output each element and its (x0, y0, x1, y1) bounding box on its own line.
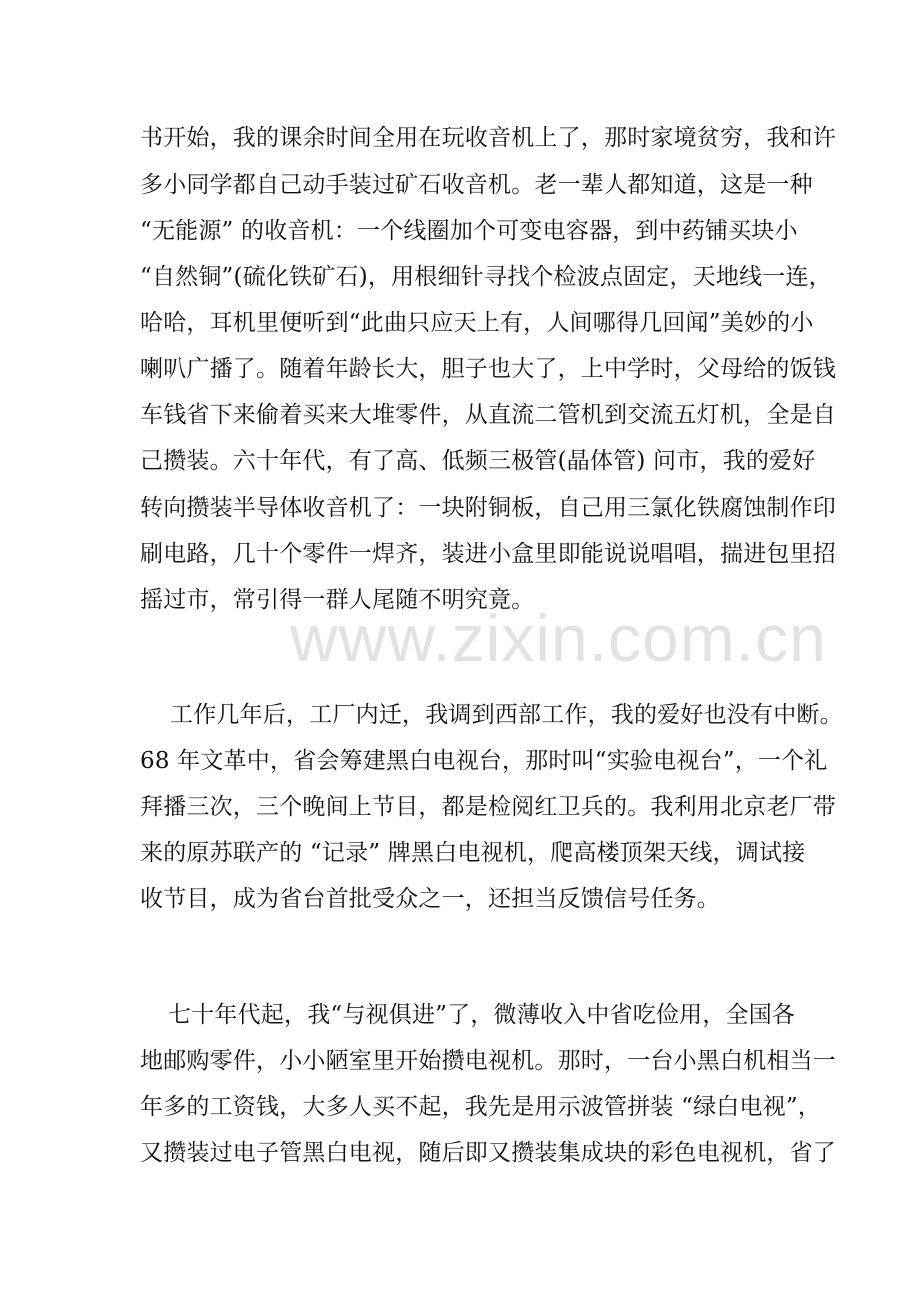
paragraph-3-line-2: 地邮购零件，小小陋室里开始攒电视机。那时，一台小黑白机相当一 (140, 1048, 836, 1074)
paragraph-1-line-7: 车钱省下来偷着买来大堆零件，从直流二管机到交流五灯机，全是自 (140, 402, 836, 428)
paragraph-3-line-4: 又攒装过电子管黑白电视，随后即又攒装集成块的彩色电视机，省了 (140, 1140, 836, 1166)
paragraph-1-line-1: 书开始，我的课余时间全用在玩收音机上了，那时家境贫穷，我和许 (140, 125, 836, 151)
paragraph-2-line-5: 收节目，成为省台首批受众之一，还担当反馈信号任务。 (140, 886, 720, 912)
watermark: www.zixin.com.cn (290, 601, 827, 675)
paragraph-1-line-11: 摇过市，常引得一群人尾随不明究竟。 (140, 587, 535, 613)
paragraph-1-line-8: 己攒装。六十年代，有了高、低频三极管(晶体管) 问市，我的爱好 (140, 448, 816, 474)
paragraph-2-line-3: 拜播三次，三个晚间上节目，都是检阅红卫兵的。我利用北京老厂带 (140, 794, 836, 820)
paragraph-1-line-3: “无能源” 的收音机：一个线圈加个可变电容器，到中药铺买块小 (140, 218, 798, 244)
paragraph-2-line-4: 来的原苏联产的 “记录” 牌黑白电视机，爬高楼顶架天线，调试接 (140, 840, 806, 866)
paragraph-3-line-1: 七十年代起，我“与视俱进”了，微薄收入中省吃俭用，全国各 (168, 1002, 796, 1028)
paragraph-2-line-2: 68 年文革中，省会筹建黑白电视台，那时叫“实验电视台”，一个礼 (140, 748, 828, 774)
paragraph-1-line-9: 转向攒装半导体收音机了：一块附铜板，自己用三氯化铁腐蚀制作印 (140, 495, 836, 521)
paragraph-1-line-4: “自然铜”(硫化铁矿石)，用根细针寻找个检波点固定，天地线一连， (140, 264, 832, 290)
paragraph-2-line-1: 工作几年后，工厂内迁，我调到西部工作，我的爱好也没有中断。 (170, 702, 843, 728)
paragraph-3-line-3: 年多的工资钱，大多人买不起，我先是用示波管拼装 “绿白电视”， (140, 1094, 822, 1120)
paragraph-1-line-2: 多小同学都自己动手装过矿石收音机。老一辈人都知道，这是一种 (140, 172, 813, 198)
paragraph-1-line-6: 喇叭广播了。随着年龄长大，胆子也大了，上中学时，父母给的饭钱 (140, 356, 836, 382)
paragraph-1-line-10: 刷电路，几十个零件一焊齐，装进小盒里即能说说唱唱，揣进包里招 (140, 541, 836, 567)
paragraph-1-line-5: 哈哈，耳机里便听到“此曲只应天上有，人间哪得几回闻”美妙的小 (140, 310, 814, 336)
